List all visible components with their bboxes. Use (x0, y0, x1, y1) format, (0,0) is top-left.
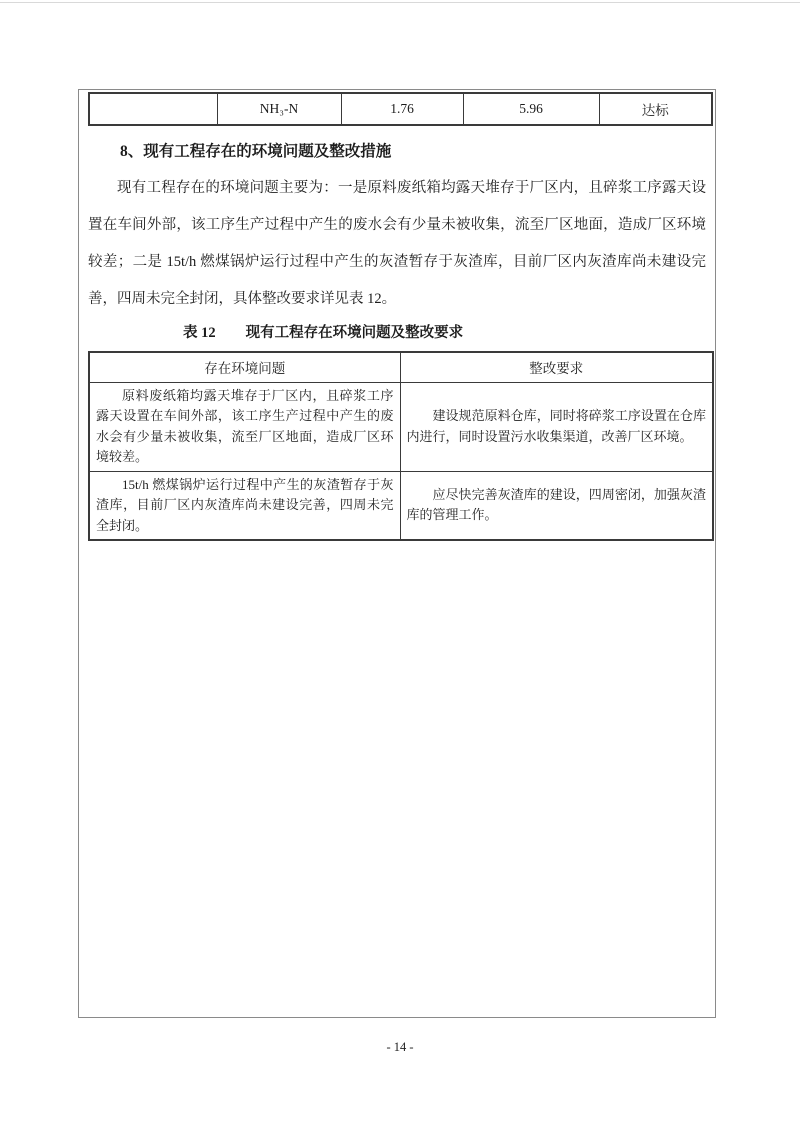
monitoring-cell-empty (89, 93, 217, 125)
section-paragraph: 现有工程存在的环境问题主要为：一是原料废纸箱均露天堆存于厂区内，且碎浆工序露天设置在车间外部，该工序生产过程中产生的废水会有少量未被收集，流至厂区地面，造成厂区环境较差；二是 15t/h 燃煤锅炉运行过程中产生的灰渣暂存于灰渣库，目前厂区内灰渣库尚未建设完善，四周未完全封闭，具体整改要求详见表 12。 (88, 180, 706, 307)
problem-cell: 15t/h 燃煤锅炉运行过程中产生的灰渣暂存于灰渣库，目前厂区内灰渣库尚未建设完善，四周未完全封闭。 (89, 471, 400, 540)
table-header-row (89, 352, 713, 382)
monitoring-cell-value1: 1.76 (341, 93, 463, 125)
table12-caption-label: 表 12 (183, 325, 216, 341)
monitoring-cell-pollutant: NH₃-N (217, 93, 341, 125)
problem-cell: 原料废纸箱均露天堆存于厂区内，且碎浆工序露天设置在车间外部，该工序生产过程中产生的废水会有少量未被收集，流至厂区地面，造成厂区环境较差。 (89, 382, 400, 471)
page-edge-divider (0, 2, 800, 3)
monitoring-cell-status: 达标 (599, 93, 712, 125)
issues-rectification-table (88, 351, 714, 541)
report-section-frame (78, 89, 716, 1018)
monitoring-cell-value2: 5.96 (463, 93, 599, 125)
requirement-cell: 建设规范原料仓库，同时将碎浆工序设置在仓库内进行，同时设置污水收集渠道，改善厂区环境。 (400, 382, 713, 471)
table-row (89, 93, 712, 125)
requirement-cell: 应尽快完善灰渣库的建设，四周密闭，加强灰渣库的管理工作。 (400, 471, 713, 540)
column-header-requirement: 整改要求 (400, 352, 713, 382)
table12-caption (183, 323, 715, 343)
column-header-problem: 存在环境问题 (89, 352, 400, 382)
section-heading: 8、现有工程存在的环境问题及整改措施 (120, 143, 392, 160)
table-row (89, 382, 713, 471)
page-number: - 14 - (386, 1040, 414, 1054)
monitoring-results-table (88, 92, 713, 126)
table-row (89, 471, 713, 540)
table12-caption-title: 现有工程存在环境问题及整改要求 (245, 325, 464, 341)
